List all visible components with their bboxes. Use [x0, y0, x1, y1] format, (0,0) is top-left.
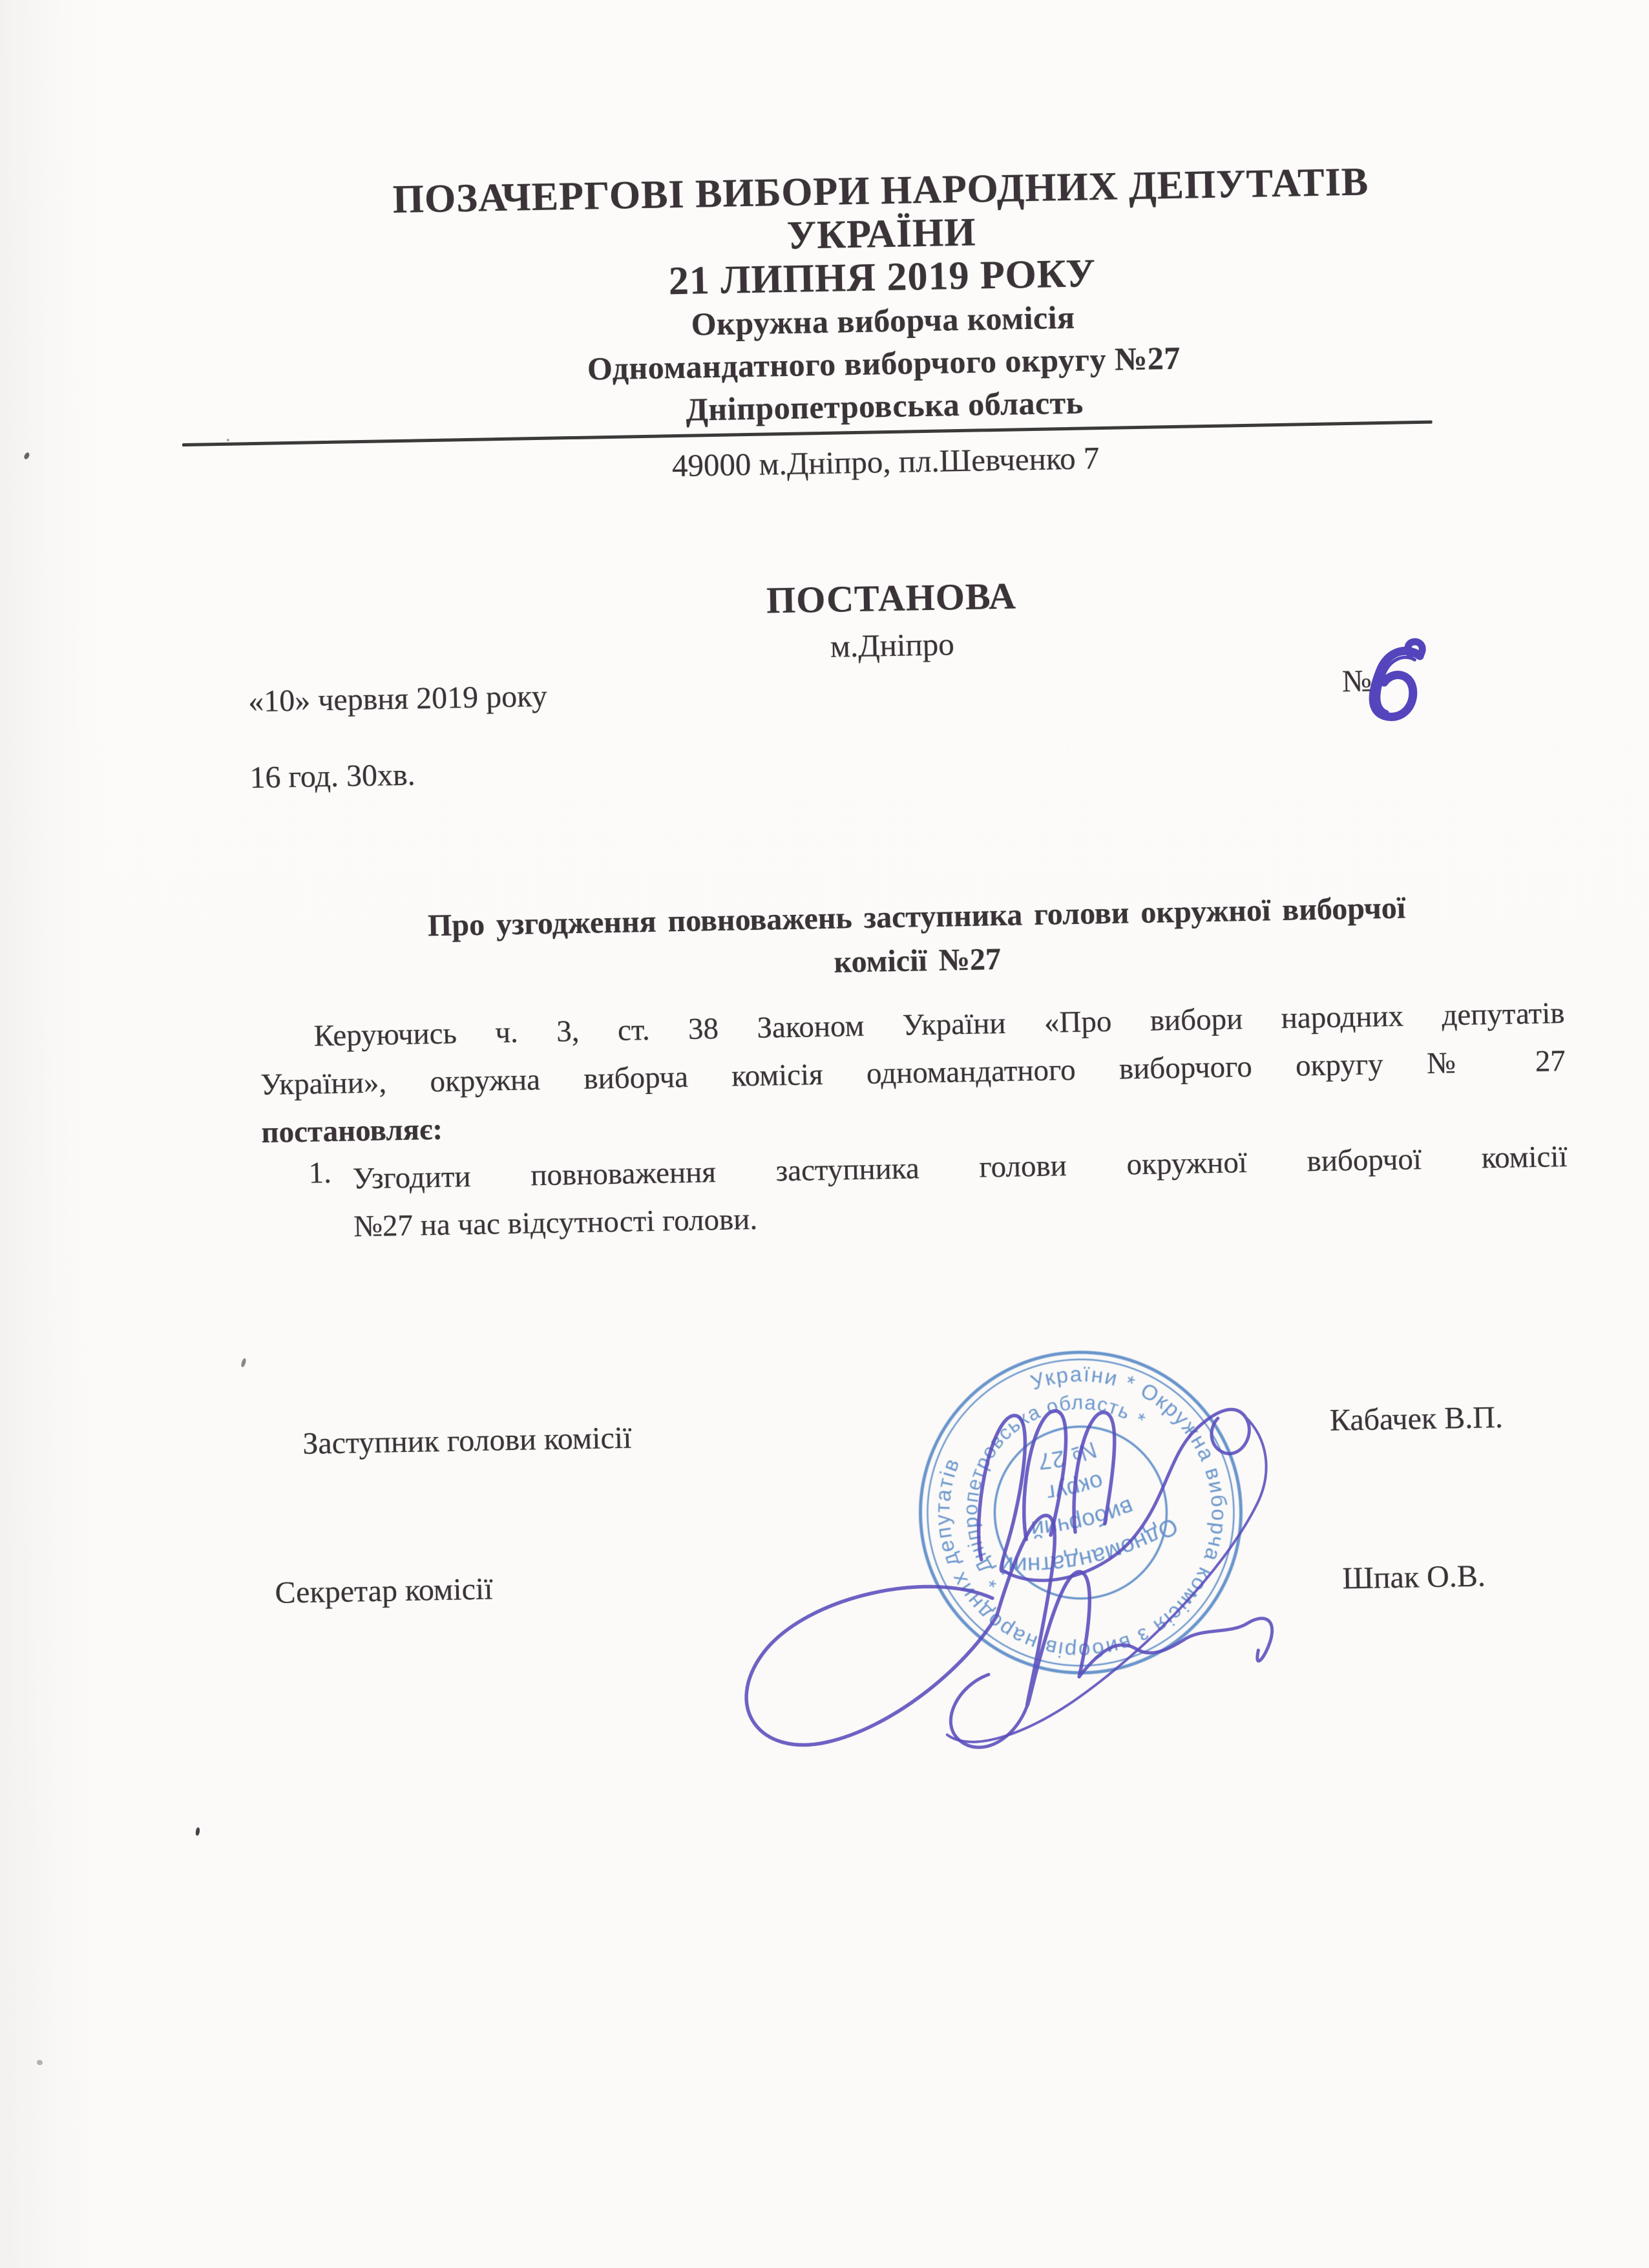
list-item-line-1: Узгодити повноваження заступника голови окружної виборчої комісії: [352, 1139, 1568, 1196]
stamp-ring-text: України * Окружна виборча комісія з виборів народних депутатів: [930, 1361, 1232, 1664]
header-line-3: 21 ЛИПНЯ 2019 РОКУ: [668, 251, 1097, 304]
paragraph-line-3: постановляє:: [261, 1112, 443, 1150]
doc-date: «10» червня 2019 року: [247, 678, 548, 719]
stamp-center-line-2: виборчий: [1030, 1493, 1138, 1543]
paragraph-line-1: Керуючись ч. 3, ст. 38 Законом України «Про вибори народних депутатів: [313, 996, 1565, 1053]
stamp-center-line-3: округ: [1045, 1468, 1108, 1507]
stamp-ring-text-2: * Дніпропетровська область *: [959, 1391, 1150, 1592]
doc-place: м.Дніпро: [830, 626, 955, 664]
paragraph-line-2: України», окружна виборча комісія одномандатного виборчого округу № 27: [260, 1044, 1566, 1102]
handwritten-number-6: [1372, 642, 1424, 717]
subject-title-line-1: Про узгодження повноважень заступника голови окружної виборчої: [427, 890, 1406, 943]
signature-name-shpak: Шпак О.В.: [1341, 1559, 1486, 1596]
scan-speck: [227, 439, 229, 441]
scan-speck: [37, 2060, 43, 2065]
header-line-4: Окружна виборча комісія: [691, 299, 1076, 342]
header-line-1: ПОЗАЧЕРГОВІ ВИБОРИ НАРОДНИХ ДЕПУТАТІВ: [392, 160, 1369, 222]
signature-role-deputy-head: Заступник голови комісії: [302, 1420, 632, 1461]
signature-name-kabachek: Кабачек В.П.: [1329, 1400, 1504, 1438]
subject-title-line-2: комісії №27: [834, 942, 1002, 980]
list-item-line-2: №27 на час відсутності голови.: [353, 1202, 758, 1244]
header-line-5: Одномандатного виборчого округу №27: [587, 339, 1181, 387]
doc-type-title: ПОСТАНОВА: [766, 574, 1017, 622]
list-item-number: 1.: [308, 1156, 332, 1190]
signature-role-secretary: Секретар комісії: [275, 1571, 494, 1610]
stamp-center-line-4: № 27: [1037, 1436, 1100, 1475]
doc-time: 16 год. 30хв.: [249, 757, 416, 795]
stamp-center-line-1: Одномандатний: [999, 1512, 1182, 1579]
round-seal-stamp: [918, 1349, 1244, 1675]
doc-number-label: №: [1341, 664, 1372, 699]
header-line-2: УКРАЇНИ: [786, 210, 977, 258]
header-line-6: Дніпропетровська область: [685, 384, 1084, 428]
commission-address: 49000 м.Дніпро, пл.Шевченко 7: [671, 440, 1100, 484]
